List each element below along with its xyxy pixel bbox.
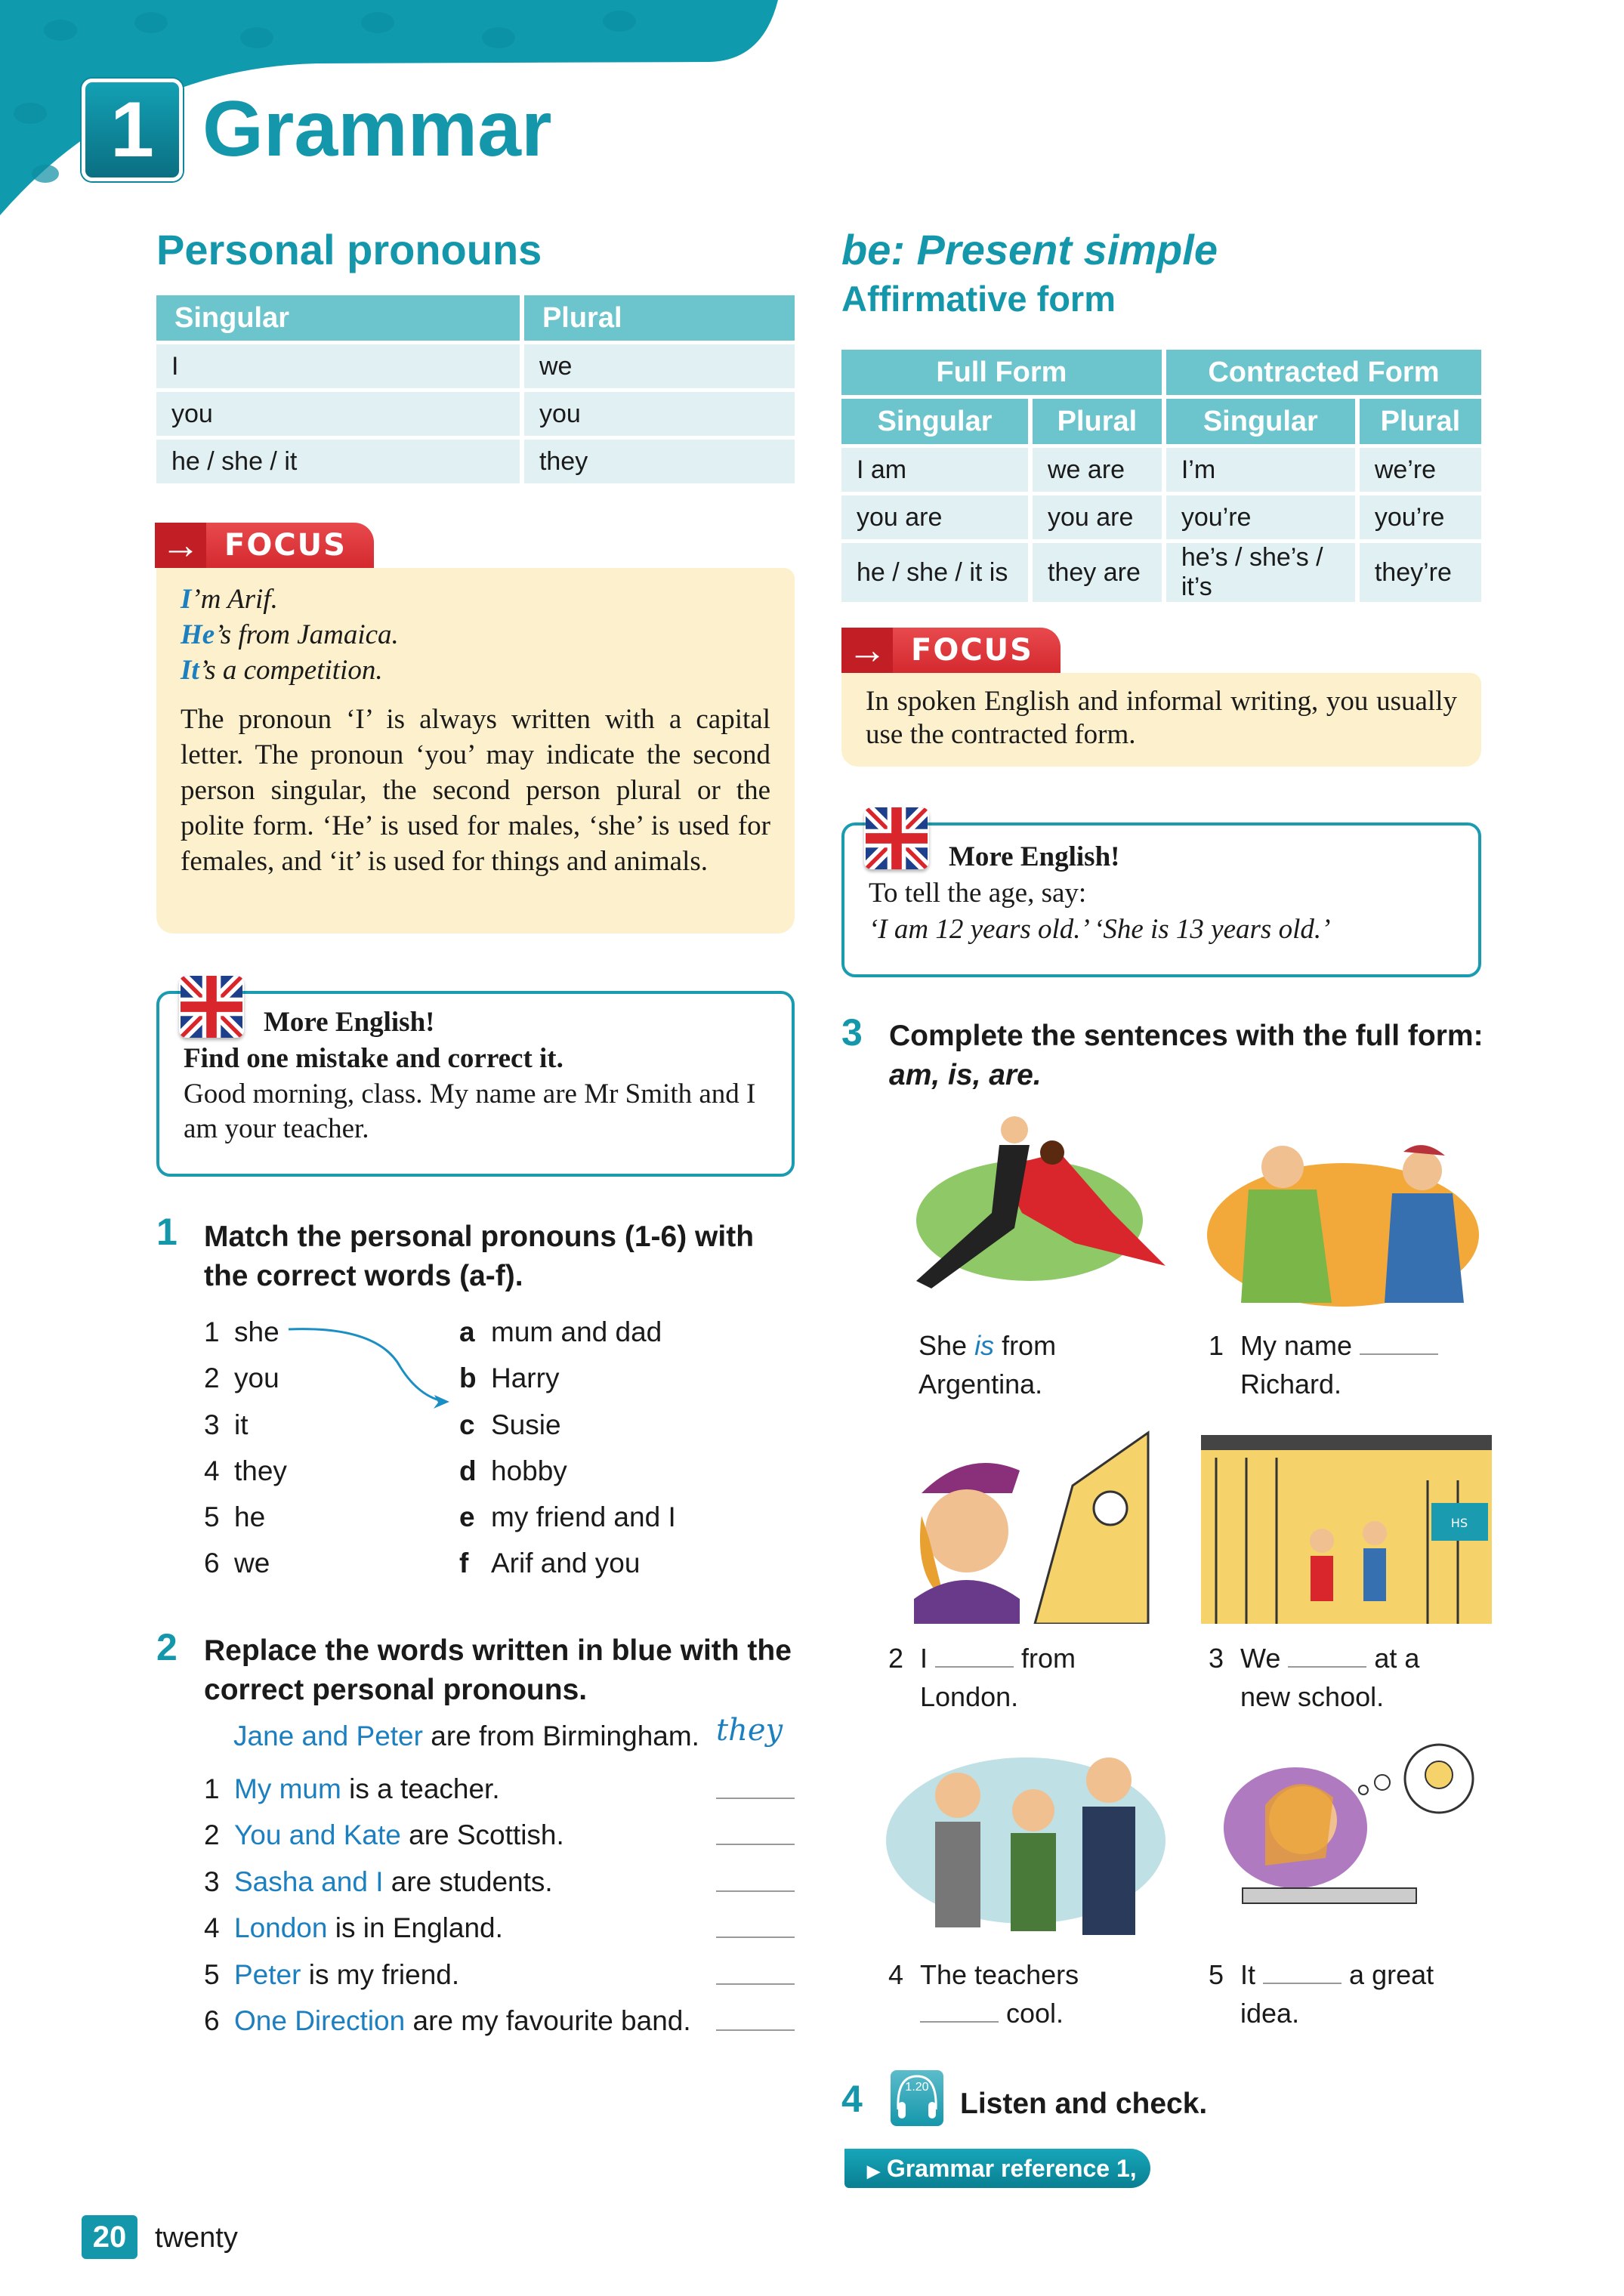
cell: you’re [1166, 495, 1355, 539]
tango-dancers-illustration [886, 1107, 1167, 1314]
sentence-item-5: 5 It a great idea. [1209, 1959, 1434, 2029]
girl-big-ben-illustration [899, 1425, 1156, 1624]
table-row [156, 440, 795, 483]
sentence-item-3: 3 We at a new school. [1209, 1643, 1420, 1712]
more-english-box [156, 991, 795, 1177]
answer-blank[interactable] [920, 2000, 999, 2023]
cell: they are [1033, 543, 1162, 602]
more-english-title: More English! [264, 1007, 435, 1038]
page-number-word: twenty [155, 2222, 238, 2254]
more-english-instruction: Find one mistake and correct it. [184, 1043, 563, 1074]
more-english-text: To tell the age, say: [869, 878, 1087, 909]
personal-pronouns-heading: Personal pronouns [156, 226, 542, 273]
exercise-4-instruction: Listen and check. [960, 2088, 1208, 2120]
answer-blank[interactable] [1360, 1332, 1438, 1355]
col-header: Plural [1033, 399, 1162, 444]
more-english-text: Good morning, class. My name are Mr Smith and I am your teacher. [184, 1079, 756, 1144]
exercise-2-number: 2 [156, 1626, 178, 1668]
col-header: Singular [841, 399, 1028, 444]
list-item: 4 London is in England. [204, 1905, 795, 1951]
affirmative-form-subheading: Affirmative form [841, 279, 1116, 319]
cell: I’m [1166, 448, 1355, 492]
play-triangle-icon: ▶ [867, 2162, 880, 2180]
focus-box [841, 673, 1481, 767]
high-school-illustration [1201, 1435, 1492, 1624]
cell: you are [841, 495, 1028, 539]
focus-example: I’m Arif. [181, 584, 278, 615]
answer-blank[interactable] [716, 1822, 795, 1845]
focus-tab [155, 523, 374, 568]
list-item: 2 You and Kate are Scottish. [204, 1812, 795, 1858]
list-item: 5 Peter is my friend. [204, 1952, 795, 1998]
focus-example: He’s from Jamaica. [181, 619, 399, 650]
focus-label: FOCUS [224, 528, 347, 563]
example-answer: they [716, 1713, 783, 1748]
uk-flag-icon [864, 807, 929, 869]
be-affirmative-table [837, 346, 1486, 606]
list-item: c Susie [459, 1409, 561, 1440]
list-item: f Arif and you [459, 1548, 641, 1579]
cell: we are [1033, 448, 1162, 492]
audio-track-number: 1.20 [905, 2081, 929, 2094]
pronoun-list [204, 1309, 287, 1587]
answer-blank[interactable] [716, 1915, 795, 1938]
list-item: 1 she [204, 1316, 279, 1347]
list-item: 2 you [204, 1362, 279, 1394]
table-row [841, 495, 1481, 539]
replace-list [204, 1766, 795, 2044]
match-arrow-icon [279, 1284, 461, 1427]
example-sentence: Jane and Peter are from Birmingham. [233, 1720, 699, 1751]
sentence-item-4: 4 The teachers cool. [888, 1959, 1079, 2029]
cell: I [156, 344, 520, 388]
focus-example: It’s a competition. [181, 655, 383, 686]
table-row [156, 344, 795, 388]
cell: I am [841, 448, 1028, 492]
teachers-illustration [882, 1742, 1168, 1942]
table-row [841, 543, 1481, 602]
list-item: b Harry [459, 1362, 560, 1394]
cell: we’re [1360, 448, 1481, 492]
cell: you’re [1360, 495, 1481, 539]
arrow-right-icon: → [155, 523, 206, 568]
list-item: 3 it [204, 1409, 249, 1440]
cell: you [524, 392, 795, 436]
exercise-1-instruction: Match the personal pronouns (1-6) with the correct words (a-f). [204, 1221, 755, 1292]
answer-blank[interactable] [716, 1869, 795, 1892]
table-row [156, 392, 795, 436]
focus-text: The pronoun ‘I’ is always written with a capital letter. The pronoun ‘you’ may indicate the second person singular, the second person plural or the polite form. ‘He’ is used for males, ‘she’ is used for females, and ‘it’ is used for things and animals. [181, 704, 770, 877]
exercise-3-instruction: Complete the sentences with the full form: am, is, are. [889, 1020, 1484, 1091]
handshake-illustration [1203, 1137, 1483, 1314]
grammar-reference-label: Grammar reference 1, 6 [867, 2155, 1137, 2224]
more-english-box [841, 822, 1481, 977]
page-number: 20 [82, 2215, 137, 2259]
table-row [841, 448, 1481, 492]
col-header: Plural [524, 295, 795, 341]
list-item: 4 they [204, 1455, 287, 1486]
cell: you [156, 392, 520, 436]
cell: you are [1033, 495, 1162, 539]
more-english-example: ‘I am 12 years old.’ ‘She is 13 years old.’ [869, 914, 1331, 945]
group-header: Contracted Form [1166, 350, 1481, 395]
exercise-3-number: 3 [841, 1011, 863, 1054]
list-item: 3 Sasha and I are students. [204, 1859, 795, 1905]
answer-blank[interactable] [716, 1962, 795, 1985]
col-header: Singular [1166, 399, 1355, 444]
answer-blank[interactable] [1288, 1645, 1366, 1668]
sentence-item-2: 2 I from London. [888, 1643, 1076, 1712]
grammar-reference-button[interactable] [844, 2149, 1150, 2224]
exercise-1-number: 1 [156, 1211, 178, 1253]
uk-flag-icon [179, 976, 244, 1038]
focus-text: In spoken English and informal writing, you usually use the contracted form. [866, 686, 1457, 750]
personal-pronouns-table [152, 292, 799, 487]
more-english-title: More English! [949, 841, 1120, 872]
list-item: d hobby [459, 1455, 567, 1486]
list-item: 6 we [204, 1548, 270, 1579]
cell: he / she / it is [841, 543, 1028, 602]
list-item: 1 My mum is a teacher. [204, 1766, 795, 1812]
answer-blank[interactable] [716, 1776, 795, 1799]
example-caption: She is from Argentina. [919, 1330, 1057, 1400]
unit-number-badge: 1 [82, 79, 183, 181]
cell: he / she / it [156, 440, 520, 483]
word-list [459, 1309, 676, 1587]
answer-blank[interactable] [935, 1645, 1014, 1668]
exercise-2-instruction: Replace the words written in blue with the correct personal pronouns. [204, 1634, 792, 1706]
focus-tab [841, 628, 1061, 673]
cell: we [524, 344, 795, 388]
svg-text:HS: HS [1450, 1516, 1468, 1530]
sentence-item-1: 1 My name Richard. [1209, 1326, 1438, 1403]
col-header: Singular [156, 295, 520, 341]
be-present-simple-heading: be: Present simple [841, 226, 1218, 273]
col-header: Plural [1360, 399, 1481, 444]
cell: they [524, 440, 795, 483]
focus-box [156, 568, 795, 934]
exercise-4-number: 4 [841, 2078, 863, 2120]
page-title: Grammar [202, 85, 552, 173]
answer-blank[interactable] [716, 2008, 795, 2031]
cell: he’s / she’s / it’s [1166, 543, 1355, 602]
list-item: 6 One Direction are my favourite band. [204, 1998, 795, 2044]
list-item: 5 he [204, 1501, 266, 1533]
arrow-right-icon: → [841, 628, 893, 673]
cell: they’re [1360, 543, 1481, 602]
list-item: e my friend and I [459, 1501, 676, 1533]
answer-blank[interactable] [1263, 1961, 1341, 1984]
audio-headphones-icon[interactable] [891, 2070, 943, 2126]
list-item: a mum and dad [459, 1316, 662, 1347]
girl-idea-illustration [1220, 1737, 1477, 1943]
focus-label: FOCUS [911, 633, 1033, 668]
group-header: Full Form [841, 350, 1162, 395]
